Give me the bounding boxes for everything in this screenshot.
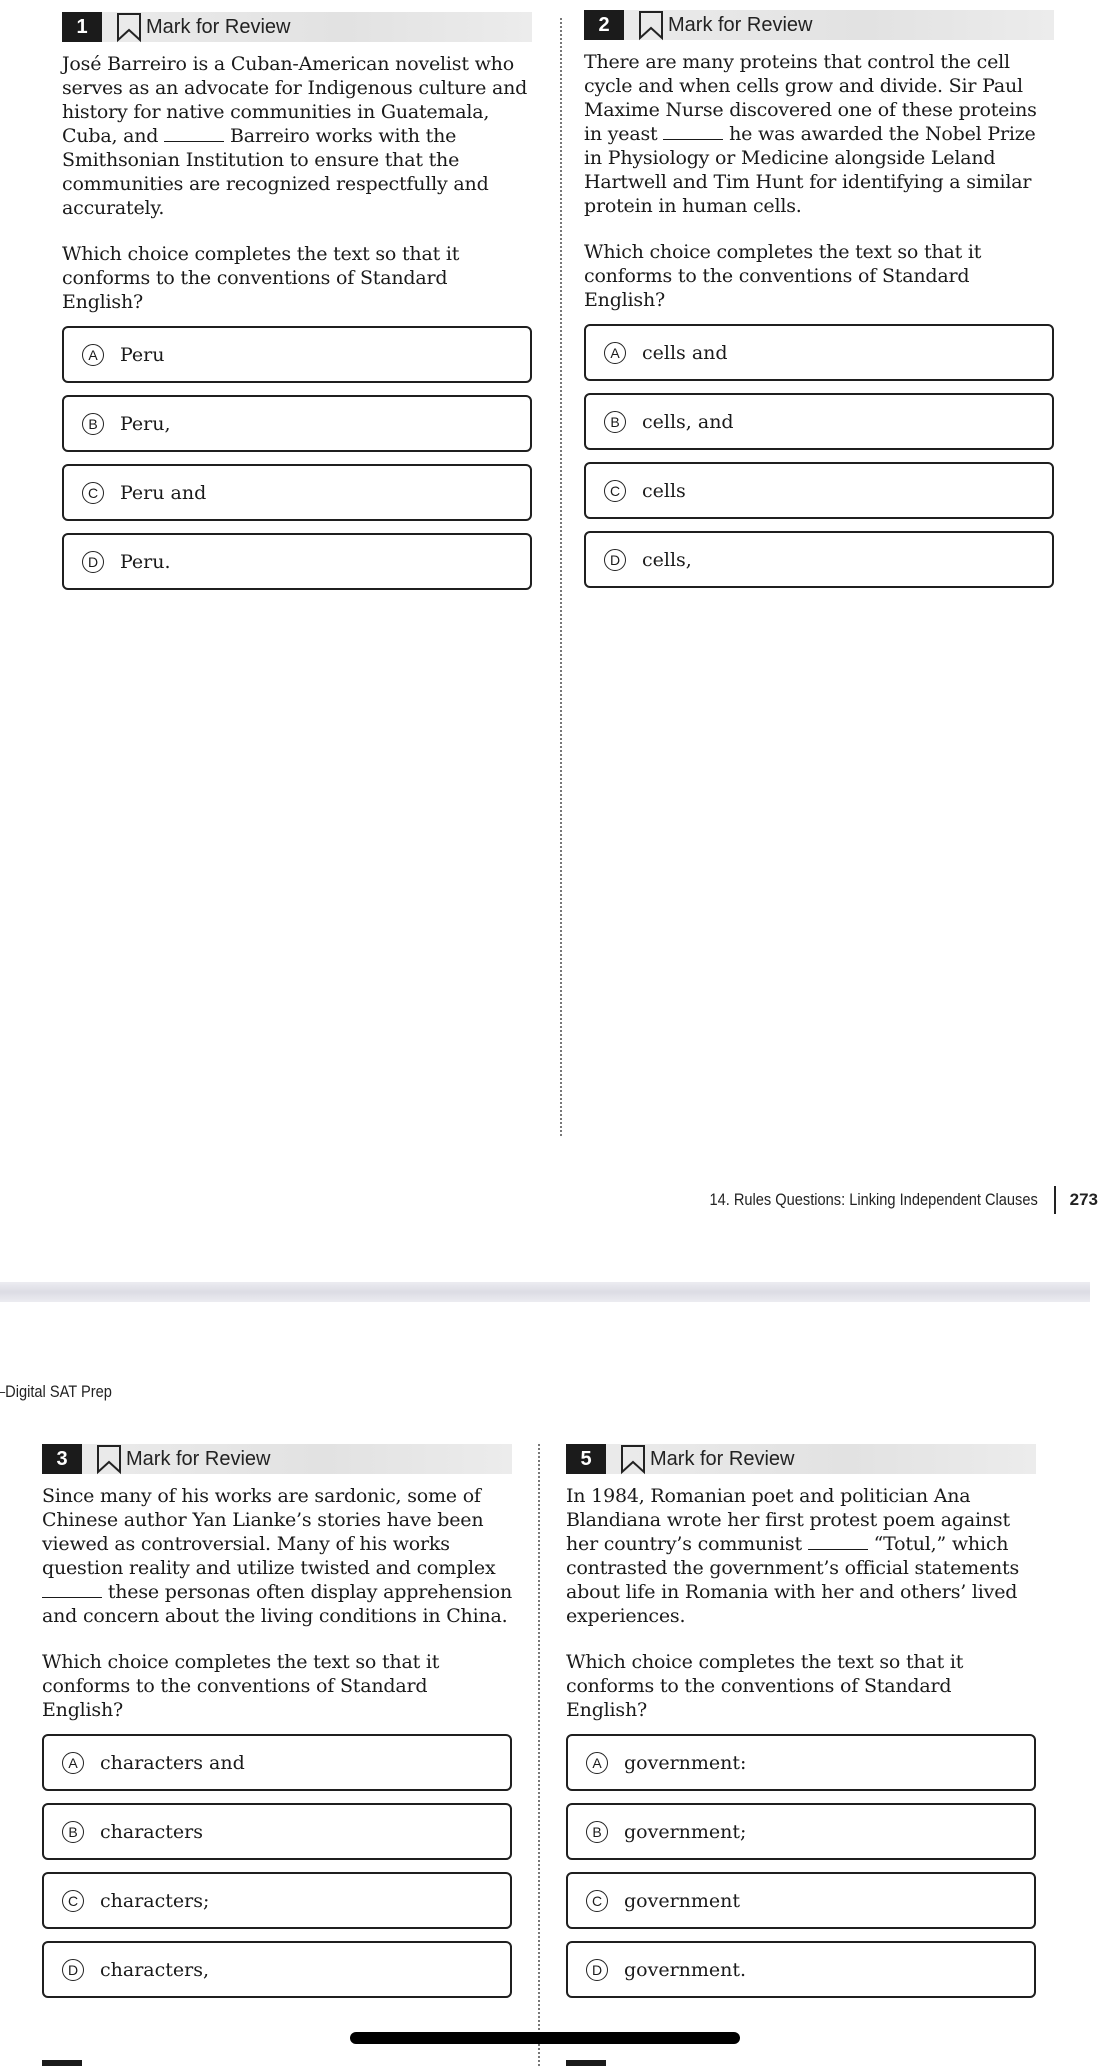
question-prompt: Which choice completes the text so that it conforms to the conventions of Standard English? [62, 243, 460, 313]
choice-text: Peru and [120, 481, 207, 504]
choice-a[interactable] [584, 324, 1054, 381]
choice-d[interactable] [62, 533, 532, 590]
question-header [62, 12, 532, 42]
choice-b[interactable] [566, 1803, 1036, 1860]
next-question-peek [566, 2060, 1036, 2066]
next-question-peek [42, 2060, 512, 2066]
choice-letter: B [62, 1821, 84, 1843]
book-page-274 [0, 1302, 1090, 2066]
question-number-partial [566, 2060, 606, 2066]
choice-letter: D [586, 1959, 608, 1981]
choice-a[interactable] [566, 1734, 1036, 1791]
question-prompt: Which choice completes the text so that it conforms to the conventions of Standard English? [42, 1651, 440, 1721]
choice-letter: B [604, 411, 626, 433]
bookmark-icon[interactable] [96, 1444, 122, 1474]
question-5 [566, 1444, 1036, 2010]
mark-for-review-button[interactable]: Mark for Review [126, 1447, 271, 1470]
mark-for-review-button[interactable]: Mark for Review [146, 15, 291, 38]
chapter-title: 14. Rules Questions: Linking Independent Clauses [709, 1190, 1038, 1209]
question-3 [42, 1444, 512, 2010]
column-divider [560, 18, 562, 1136]
column-divider [538, 1444, 540, 2066]
question-prompt: Which choice completes the text so that it conforms to the conventions of Standard English? [566, 1651, 964, 1721]
question-passage: José Barreiro is a Cuban-American novelist who serves as an advocate for Indigenous culture and history for native communities in Guatemala, Cuba, and Barreiro works with the Smithsonian Institution to ensure that the communities are recognized respectfully and accurately. [62, 53, 528, 219]
choice-text: government. [624, 1958, 747, 1981]
choice-text: government [624, 1889, 741, 1912]
question-header [42, 1444, 512, 1474]
bookmark-icon[interactable] [638, 10, 664, 40]
answer-choices [42, 1734, 512, 1998]
choice-text: cells, [642, 548, 692, 571]
choice-d[interactable] [42, 1941, 512, 1998]
choice-b[interactable] [584, 393, 1054, 450]
answer-blank [42, 1582, 102, 1598]
question-passage: Since many of his works are sardonic, some of Chinese author Yan Lianke’s stories have been viewed as controversial. Many of his works question reality and utilize twisted and complex these personas often display apprehension and concern about the living conditions in China. [42, 1485, 512, 1627]
question-number: 1 [62, 12, 102, 42]
choice-c[interactable] [566, 1872, 1036, 1929]
choice-text: cells [642, 479, 686, 502]
choice-letter: D [604, 549, 626, 571]
choice-letter: A [82, 344, 104, 366]
choice-letter: D [82, 551, 104, 573]
answer-blank [164, 126, 224, 142]
choice-c[interactable] [42, 1872, 512, 1929]
bookmark-icon[interactable] [620, 1444, 646, 1474]
choice-text: cells, and [642, 410, 734, 433]
choice-text: government: [624, 1751, 747, 1774]
choice-a[interactable] [42, 1734, 512, 1791]
answer-blank [808, 1534, 868, 1550]
choice-letter: C [604, 480, 626, 502]
choice-text: Peru, [120, 412, 171, 435]
page-gap [0, 1282, 1090, 1302]
choice-c[interactable] [62, 464, 532, 521]
question-header [584, 10, 1054, 40]
mark-for-review-button[interactable]: Mark for Review [650, 1447, 795, 1470]
question-number: 2 [584, 10, 624, 40]
mark-for-review-button[interactable]: Mark for Review [668, 13, 813, 36]
choice-letter: B [82, 413, 104, 435]
choice-d[interactable] [566, 1941, 1036, 1998]
answer-blank [663, 124, 723, 140]
choice-letter: A [604, 342, 626, 364]
choice-text: characters [100, 1820, 203, 1843]
question-number: 5 [566, 1444, 606, 1474]
choice-text: characters, [100, 1958, 210, 1981]
choice-text: government; [624, 1820, 747, 1843]
answer-choices [566, 1734, 1036, 1998]
choice-text: characters and [100, 1751, 245, 1774]
page-number: 273 [1069, 1190, 1098, 1209]
running-head: Digital SAT Prep [0, 1382, 112, 1402]
home-indicator[interactable] [350, 2032, 740, 2044]
choice-letter: A [586, 1752, 608, 1774]
answer-choices [584, 324, 1054, 588]
answer-choices [62, 326, 532, 590]
question-1 [62, 12, 532, 602]
page-footer [656, 1186, 1098, 1214]
question-prompt: Which choice completes the text so that it conforms to the conventions of Standard English? [584, 241, 982, 311]
choice-text: Peru. [120, 550, 171, 573]
choice-letter: B [586, 1821, 608, 1843]
choice-letter: C [586, 1890, 608, 1912]
choice-b[interactable] [42, 1803, 512, 1860]
choice-a[interactable] [62, 326, 532, 383]
choice-letter: C [82, 482, 104, 504]
footer-separator [1054, 1186, 1056, 1214]
choice-text: characters; [100, 1889, 210, 1912]
choice-text: Peru [120, 343, 165, 366]
choice-letter: C [62, 1890, 84, 1912]
bookmark-icon[interactable] [116, 12, 142, 42]
choice-text: cells and [642, 341, 728, 364]
question-passage: There are many proteins that control the cell cycle and when cells grow and divide. Sir Paul Maxime Nurse discovered one of these proteins in yeast he was awarded the Nobel Prize in Physiology or Medicine alongside Leland Hartwell and Tim Hunt for identifying a similar protein in human cells. [584, 51, 1037, 217]
choice-letter: D [62, 1959, 84, 1981]
choice-letter: A [62, 1752, 84, 1774]
choice-c[interactable] [584, 462, 1054, 519]
question-number: 3 [42, 1444, 82, 1474]
choice-d[interactable] [584, 531, 1054, 588]
question-number-partial [42, 2060, 82, 2066]
question-2 [584, 10, 1054, 600]
choice-b[interactable] [62, 395, 532, 452]
question-header [566, 1444, 1036, 1474]
question-passage: In 1984, Romanian poet and politician Ana Blandiana wrote her first protest poem against her country’s communist “Totul,” which contrasted the government’s official statements about life in Romania with her and others’ lived experiences. [566, 1485, 1020, 1627]
